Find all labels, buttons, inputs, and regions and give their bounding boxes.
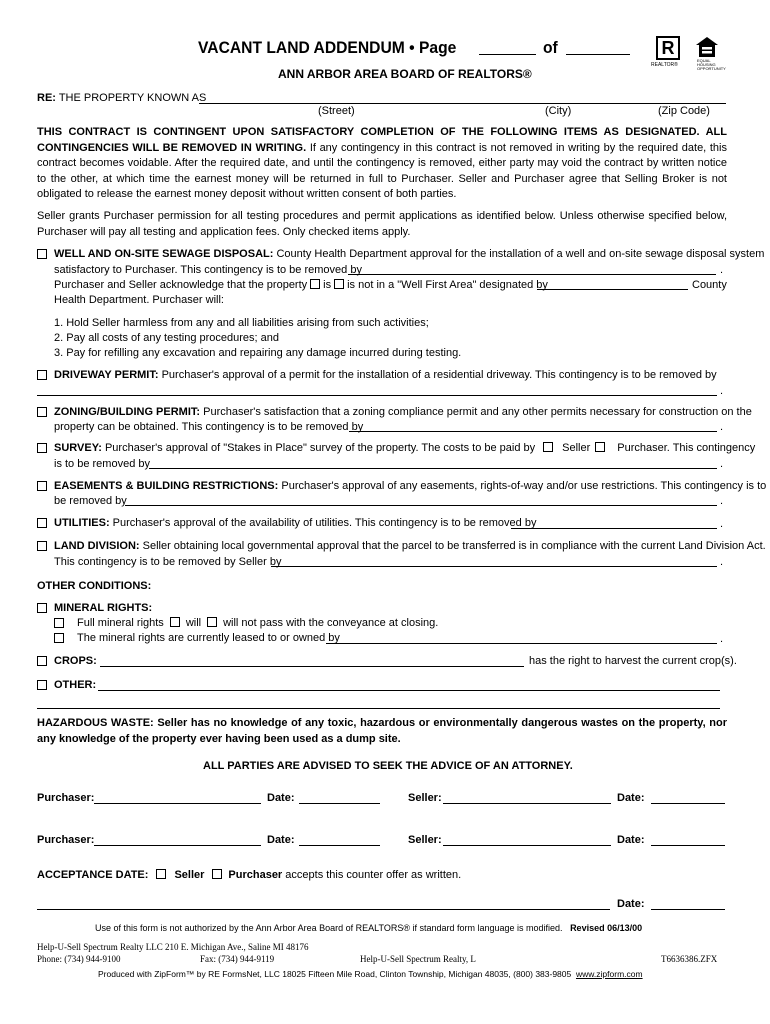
contingency-intro: THIS CONTRACT IS CONTINGENT UPON SATISFACTORY COMPLETION OF THE FOLLOWING ITEMS AS DESIGNATED. ALL CONTINGENCIES WILL BE REMOVED IN WRITING. If any contingency in this contract is not removed in writing by the required date, this contract becomes voidable. After the required date, and until the contingency is removed, either party may void the contract by written notice to the other, at which time the earnest money will be returned in full to Purchaser. Seller and Purchaser agree that Selling Broker is not obligated to release the earnest money deposit without written consent of both parties. bbox=[37, 126, 727, 200]
zoning-removal-date-field[interactable] bbox=[349, 431, 717, 432]
well-sewage-line2: satisfactory to Purchaser. This contingency is to be removed by bbox=[54, 264, 362, 276]
acceptance-signature-field[interactable] bbox=[37, 909, 610, 910]
broker-fax: Fax: (734) 944-9119 bbox=[200, 954, 275, 964]
attorney-advice: ALL PARTIES ARE ADVISED TO SEEK THE ADVICE OF AN ATTORNEY. bbox=[203, 760, 573, 772]
eho-caption: EQUAL HOUSING OPPORTUNITY bbox=[697, 58, 726, 71]
county-field[interactable] bbox=[537, 289, 688, 290]
seller-label-1: Seller: bbox=[408, 792, 442, 804]
well-line4: Health Department. Purchaser will: bbox=[54, 294, 224, 306]
other-checkbox[interactable] bbox=[37, 680, 47, 690]
mineral-leased-to-field[interactable] bbox=[326, 643, 717, 644]
well-removal-date-field[interactable] bbox=[348, 274, 716, 275]
zipform-link[interactable]: www.zipform.com bbox=[575, 969, 643, 979]
well-area-line: Purchaser and Seller acknowledge that the property is is not in a "Well First Area" designated by bbox=[54, 279, 548, 291]
realtor-r-icon: R bbox=[656, 36, 680, 60]
mineral-will-checkbox[interactable] bbox=[170, 617, 180, 627]
driveway-permit-checkbox[interactable] bbox=[37, 370, 47, 380]
county-label: County bbox=[692, 279, 727, 291]
broker-short-name: Help-U-Sell Spectrum Realty, L bbox=[360, 954, 476, 964]
seller-date-label-2: Date: bbox=[617, 834, 645, 846]
crops-text: has the right to harvest the current crop(s). bbox=[529, 655, 737, 667]
crops-holder-field[interactable] bbox=[100, 666, 524, 667]
other-conditions-heading: OTHER CONDITIONS: bbox=[37, 580, 152, 592]
other-field-line1[interactable] bbox=[98, 690, 720, 691]
mineral-leased-text: The mineral rights are currently leased to or owned by bbox=[77, 632, 340, 644]
board-name: ANN ARBOR AREA BOARD OF REALTORS® bbox=[278, 67, 532, 81]
mineral-rights-label: MINERAL RIGHTS: bbox=[54, 602, 153, 614]
land-division-removal-date-field[interactable] bbox=[271, 566, 717, 567]
hazardous-waste-text: HAZARDOUS WASTE: Seller has no knowledge of any toxic, hazardous or environmentally dangerous wastes on the property, nor any knowledge of the property ever having been used as a dump site. bbox=[37, 717, 727, 745]
purchaser-label-1: Purchaser: bbox=[37, 792, 95, 804]
file-id: T6636386.ZFX bbox=[661, 954, 718, 964]
mineral-will-not-checkbox[interactable] bbox=[207, 617, 217, 627]
survey-seller-pays-checkbox[interactable] bbox=[543, 442, 553, 452]
driveway-permit-text: DRIVEWAY PERMIT: Purchaser's approval of a permit for the installation of a residential driveway. This contingency is to be removed by bbox=[54, 369, 717, 381]
of-label: of bbox=[543, 38, 558, 57]
mineral-rights-checkbox[interactable] bbox=[37, 603, 47, 613]
footer-notice: Use of this form is not authorized by the Ann Arbor Area Board of REALTORS® if standard form language is modified. Revised 06/13/00 bbox=[95, 923, 643, 933]
crops-checkbox[interactable] bbox=[37, 656, 47, 666]
survey-line2: is to be removed by bbox=[54, 458, 150, 470]
realtor-caption: REALTOR® bbox=[651, 62, 678, 68]
purchaser-date-label-1: Date: bbox=[267, 792, 295, 804]
zoning-permit-text: ZONING/BUILDING PERMIT: Purchaser's satisfaction that a zoning compliance permit and any other permits necessary for construction on the bbox=[54, 406, 752, 418]
seller-date-2[interactable] bbox=[651, 845, 725, 846]
easements-removal-date-field[interactable] bbox=[125, 505, 717, 506]
easements-line2: be removed by bbox=[54, 495, 127, 507]
seller-signature-2[interactable] bbox=[443, 845, 611, 846]
property-address-field[interactable] bbox=[199, 103, 726, 104]
zoning-line2: property can be obtained. This contingency is to be removed by bbox=[54, 421, 364, 433]
seller-signature-1[interactable] bbox=[443, 803, 611, 804]
other-label: OTHER: bbox=[54, 679, 97, 691]
mineral-full-rights-text: Full mineral rights will will not pass with the conveyance at closing. bbox=[77, 617, 439, 629]
property-label: RE: THE PROPERTY KNOWN AS bbox=[37, 92, 207, 104]
easements-text: EASEMENTS & BUILDING RESTRICTIONS: Purchaser's approval of any easements, rights-of-way and/or use restrictions. This contingency is to bbox=[54, 480, 767, 492]
purchaser-signature-1[interactable] bbox=[94, 803, 261, 804]
other-field-line2[interactable] bbox=[37, 708, 720, 709]
survey-removal-date-field[interactable] bbox=[149, 468, 717, 469]
seller-label-2: Seller: bbox=[408, 834, 442, 846]
testing-permission: Seller grants Purchaser permission for all testing procedures and permit applications as identified below. Unless otherwise specified below, Purchaser will pay all testing and application fees. Only checked items apply. bbox=[37, 210, 727, 238]
purchaser-date-label-2: Date: bbox=[267, 834, 295, 846]
utilities-removal-date-field[interactable] bbox=[511, 528, 717, 529]
page-total-field[interactable] bbox=[566, 54, 630, 55]
seller-date-label-1: Date: bbox=[617, 792, 645, 804]
equal-housing-opportunity-icon bbox=[695, 36, 719, 58]
purchaser-date-2[interactable] bbox=[299, 845, 380, 846]
land-division-text: LAND DIVISION: Seller obtaining local governmental approval that the parcel to be transferred is in compliance with the current Land Division Act. bbox=[54, 540, 766, 552]
utilities-checkbox[interactable] bbox=[37, 518, 47, 528]
purchaser-signature-2[interactable] bbox=[94, 845, 261, 846]
purchaser-label-2: Purchaser: bbox=[37, 834, 95, 846]
utilities-text: UTILITIES: Purchaser's approval of the availability of utilities. This contingency is to be removed by bbox=[54, 517, 537, 529]
survey-purchaser-pays-checkbox[interactable] bbox=[595, 442, 605, 452]
well-item-1: 1. Hold Seller harmless from any and all liabilities arising from such activities; bbox=[54, 317, 429, 329]
land-division-line2: This contingency is to be removed by Seller by bbox=[54, 556, 282, 568]
survey-text: SURVEY: Purchaser's approval of "Stakes in Place" survey of the property. The costs to be paid by Seller Purchaser. This contingency bbox=[54, 442, 756, 454]
purchaser-date-1[interactable] bbox=[299, 803, 380, 804]
zoning-permit-checkbox[interactable] bbox=[37, 407, 47, 417]
acceptance-purchaser-checkbox[interactable] bbox=[212, 869, 222, 879]
well-sewage-checkbox[interactable] bbox=[37, 249, 47, 259]
seller-date-1[interactable] bbox=[651, 803, 725, 804]
survey-checkbox[interactable] bbox=[37, 443, 47, 453]
well-sewage-line1: WELL AND ON-SITE SEWAGE DISPOSAL: County Health Department approval for the installation of a well and on-site sewage disposal system bbox=[54, 248, 765, 260]
broker-address: Help-U-Sell Spectrum Realty LLC 210 E. Michigan Ave., Saline MI 48176 bbox=[37, 942, 309, 952]
page-number-field[interactable] bbox=[479, 54, 536, 55]
zip-caption: (Zip Code) bbox=[658, 105, 710, 117]
driveway-removal-date-field[interactable] bbox=[37, 395, 717, 396]
zipform-credit: Produced with ZipForm™ by RE FormsNet, LLC 18025 Fifteen Mile Road, Clinton Township, Michigan 48035, (800) 383-9805 www.zipform.com bbox=[98, 969, 643, 979]
well-item-2: 2. Pay all costs of any testing procedures; and bbox=[54, 332, 280, 344]
crops-label: CROPS: bbox=[54, 655, 97, 667]
acceptance-line: ACCEPTANCE DATE: Seller Purchaser accepts this counter offer as written. bbox=[37, 869, 462, 881]
mineral-full-rights-checkbox[interactable] bbox=[54, 618, 64, 628]
street-caption: (Street) bbox=[318, 105, 355, 117]
city-caption: (City) bbox=[545, 105, 572, 117]
form-title: VACANT LAND ADDENDUM • Page bbox=[198, 38, 457, 57]
land-division-checkbox[interactable] bbox=[37, 541, 47, 551]
acceptance-date-label: Date: bbox=[617, 898, 645, 910]
acceptance-date-field[interactable] bbox=[651, 909, 725, 910]
acceptance-seller-checkbox[interactable] bbox=[156, 869, 166, 879]
well-first-area-is-not-checkbox[interactable] bbox=[334, 279, 344, 289]
well-item-3: 3. Pay for refilling any excavation and repairing any damage incurred during testing. bbox=[54, 347, 462, 359]
broker-phone: Phone: (734) 944-9100 bbox=[37, 954, 121, 964]
easements-checkbox[interactable] bbox=[37, 481, 47, 491]
mineral-leased-checkbox[interactable] bbox=[54, 633, 64, 643]
well-first-area-is-checkbox[interactable] bbox=[310, 279, 320, 289]
